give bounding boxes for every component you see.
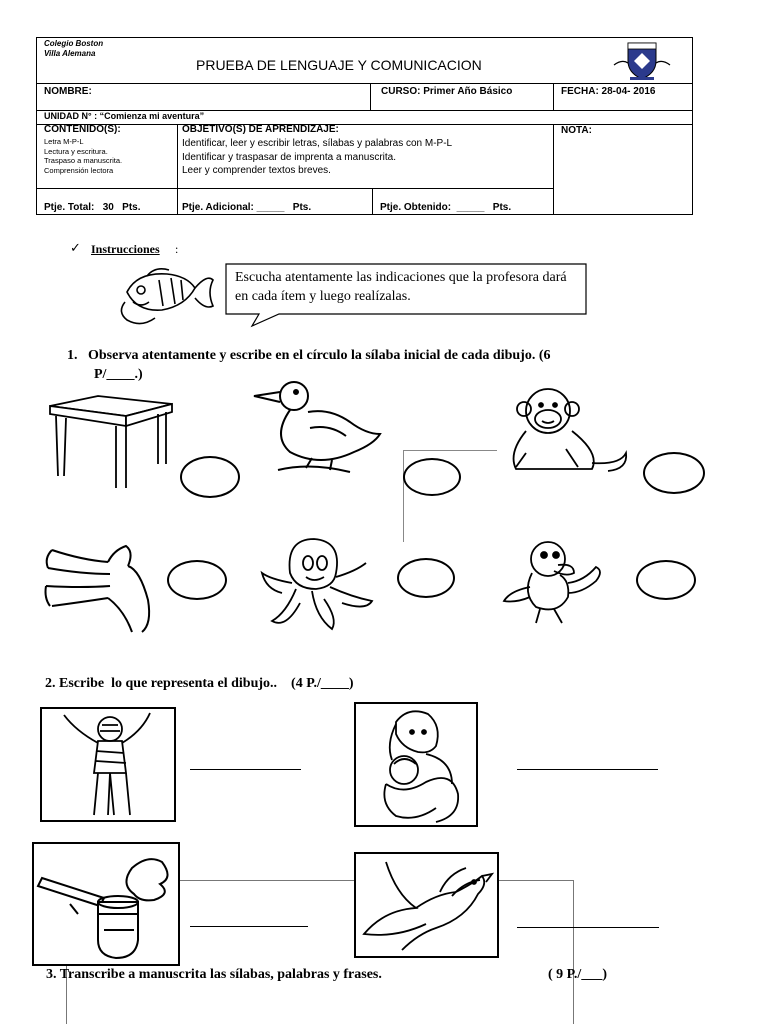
objetivos-list [182, 137, 452, 178]
school-crest-icon [610, 39, 674, 81]
answer-circle-1[interactable] [180, 456, 240, 498]
page-title: PRUEBA DE LENGUAJE Y COMUNICACION [196, 57, 482, 73]
contenido-item: Comprensión lectora [44, 165, 114, 175]
answer-circle-2[interactable] [403, 458, 461, 496]
hand-icon [42, 540, 156, 634]
question-1-points: P/____.) [94, 367, 143, 382]
answer-circle-3[interactable] [643, 452, 705, 494]
contenido-label: CONTENIDO(S): [44, 124, 121, 135]
answer-circle-4[interactable] [167, 560, 227, 600]
answer-line-1[interactable] [190, 769, 301, 770]
objetivo-item: Leer y comprender textos breves. [182, 165, 331, 176]
dove-frame [354, 852, 499, 958]
pipe-frame [32, 842, 180, 966]
question-2-title: 2. Escribe lo que representa el dibujo.. (4 P./____) [45, 676, 354, 691]
mother-child-icon [356, 704, 476, 825]
objetivo-item: Identificar y traspasar de imprenta a manuscrita. [182, 151, 396, 163]
contenido-item: Lectura y escritura. [44, 146, 108, 156]
dove-icon [356, 854, 497, 956]
question-3-title: 3. Transcribe a manuscrita las sílabas, palabras y frases. [46, 967, 382, 982]
ptje-total: Ptje. Total: 30 Pts. [44, 202, 141, 213]
answer-line-4[interactable] [517, 927, 659, 928]
mummy-frame [40, 707, 176, 822]
mother-child-frame [354, 702, 478, 827]
parrot-icon [500, 537, 610, 629]
answer-circle-6[interactable] [636, 560, 696, 600]
objetivo-item: Identificar, leer y escribir letras, sílabas y palabras con M-P-L [182, 138, 453, 149]
nota-label: NOTA: [561, 125, 592, 136]
question-3-points: ( 9 P./___) [548, 967, 607, 982]
table-icon [46, 392, 176, 490]
fecha-label: FECHA: 28-04- 2016 [561, 86, 656, 97]
ptje-obtenido: Ptje. Obtenido: _____ Pts. [380, 202, 512, 213]
checkmark-icon: ✓ [70, 240, 81, 255]
answer-line-2[interactable] [517, 769, 658, 770]
guide-line [403, 450, 497, 451]
answer-line-3[interactable] [190, 926, 308, 927]
octopus-icon [256, 533, 376, 633]
instructions-text: Escucha atentamente las indicaciones que la profesora dará en cada ítem y luego realízalas. [235, 270, 567, 304]
contenido-item: Traspaso a manuscrita. [44, 156, 123, 165]
nombre-label: NOMBRE: [44, 86, 92, 97]
monkey-icon [496, 383, 634, 475]
instructions-colon: : [175, 242, 179, 256]
ptje-adicional: Ptje. Adicional: _____ Pts. [182, 202, 312, 213]
answer-circle-5[interactable] [397, 558, 455, 598]
curso-label: CURSO: Primer Año Básico [381, 86, 513, 97]
unidad-label: UNIDAD N° : “Comienza mi aventura” [44, 111, 205, 121]
mummy-icon [42, 709, 174, 820]
guide-line [573, 880, 574, 1024]
objetivo-label: OBJETIVO(S) DE APRENDIZAJE: [182, 124, 339, 135]
contenidos-list [44, 137, 122, 175]
school-name: Colegio Boston [44, 39, 104, 48]
guide-line [403, 450, 404, 542]
fish-icon [107, 262, 217, 332]
instructions-label: Instrucciones [91, 242, 160, 256]
question-1-title: 1. Observa atentamente y escribe en el círculo la sílaba inicial de cada dibujo. (6 [67, 348, 551, 363]
contenido-item: Letra M-P-L [44, 137, 84, 146]
pipe-icon [34, 844, 178, 964]
school-city: Villa Alemana [44, 49, 96, 58]
duck-icon [250, 378, 390, 476]
